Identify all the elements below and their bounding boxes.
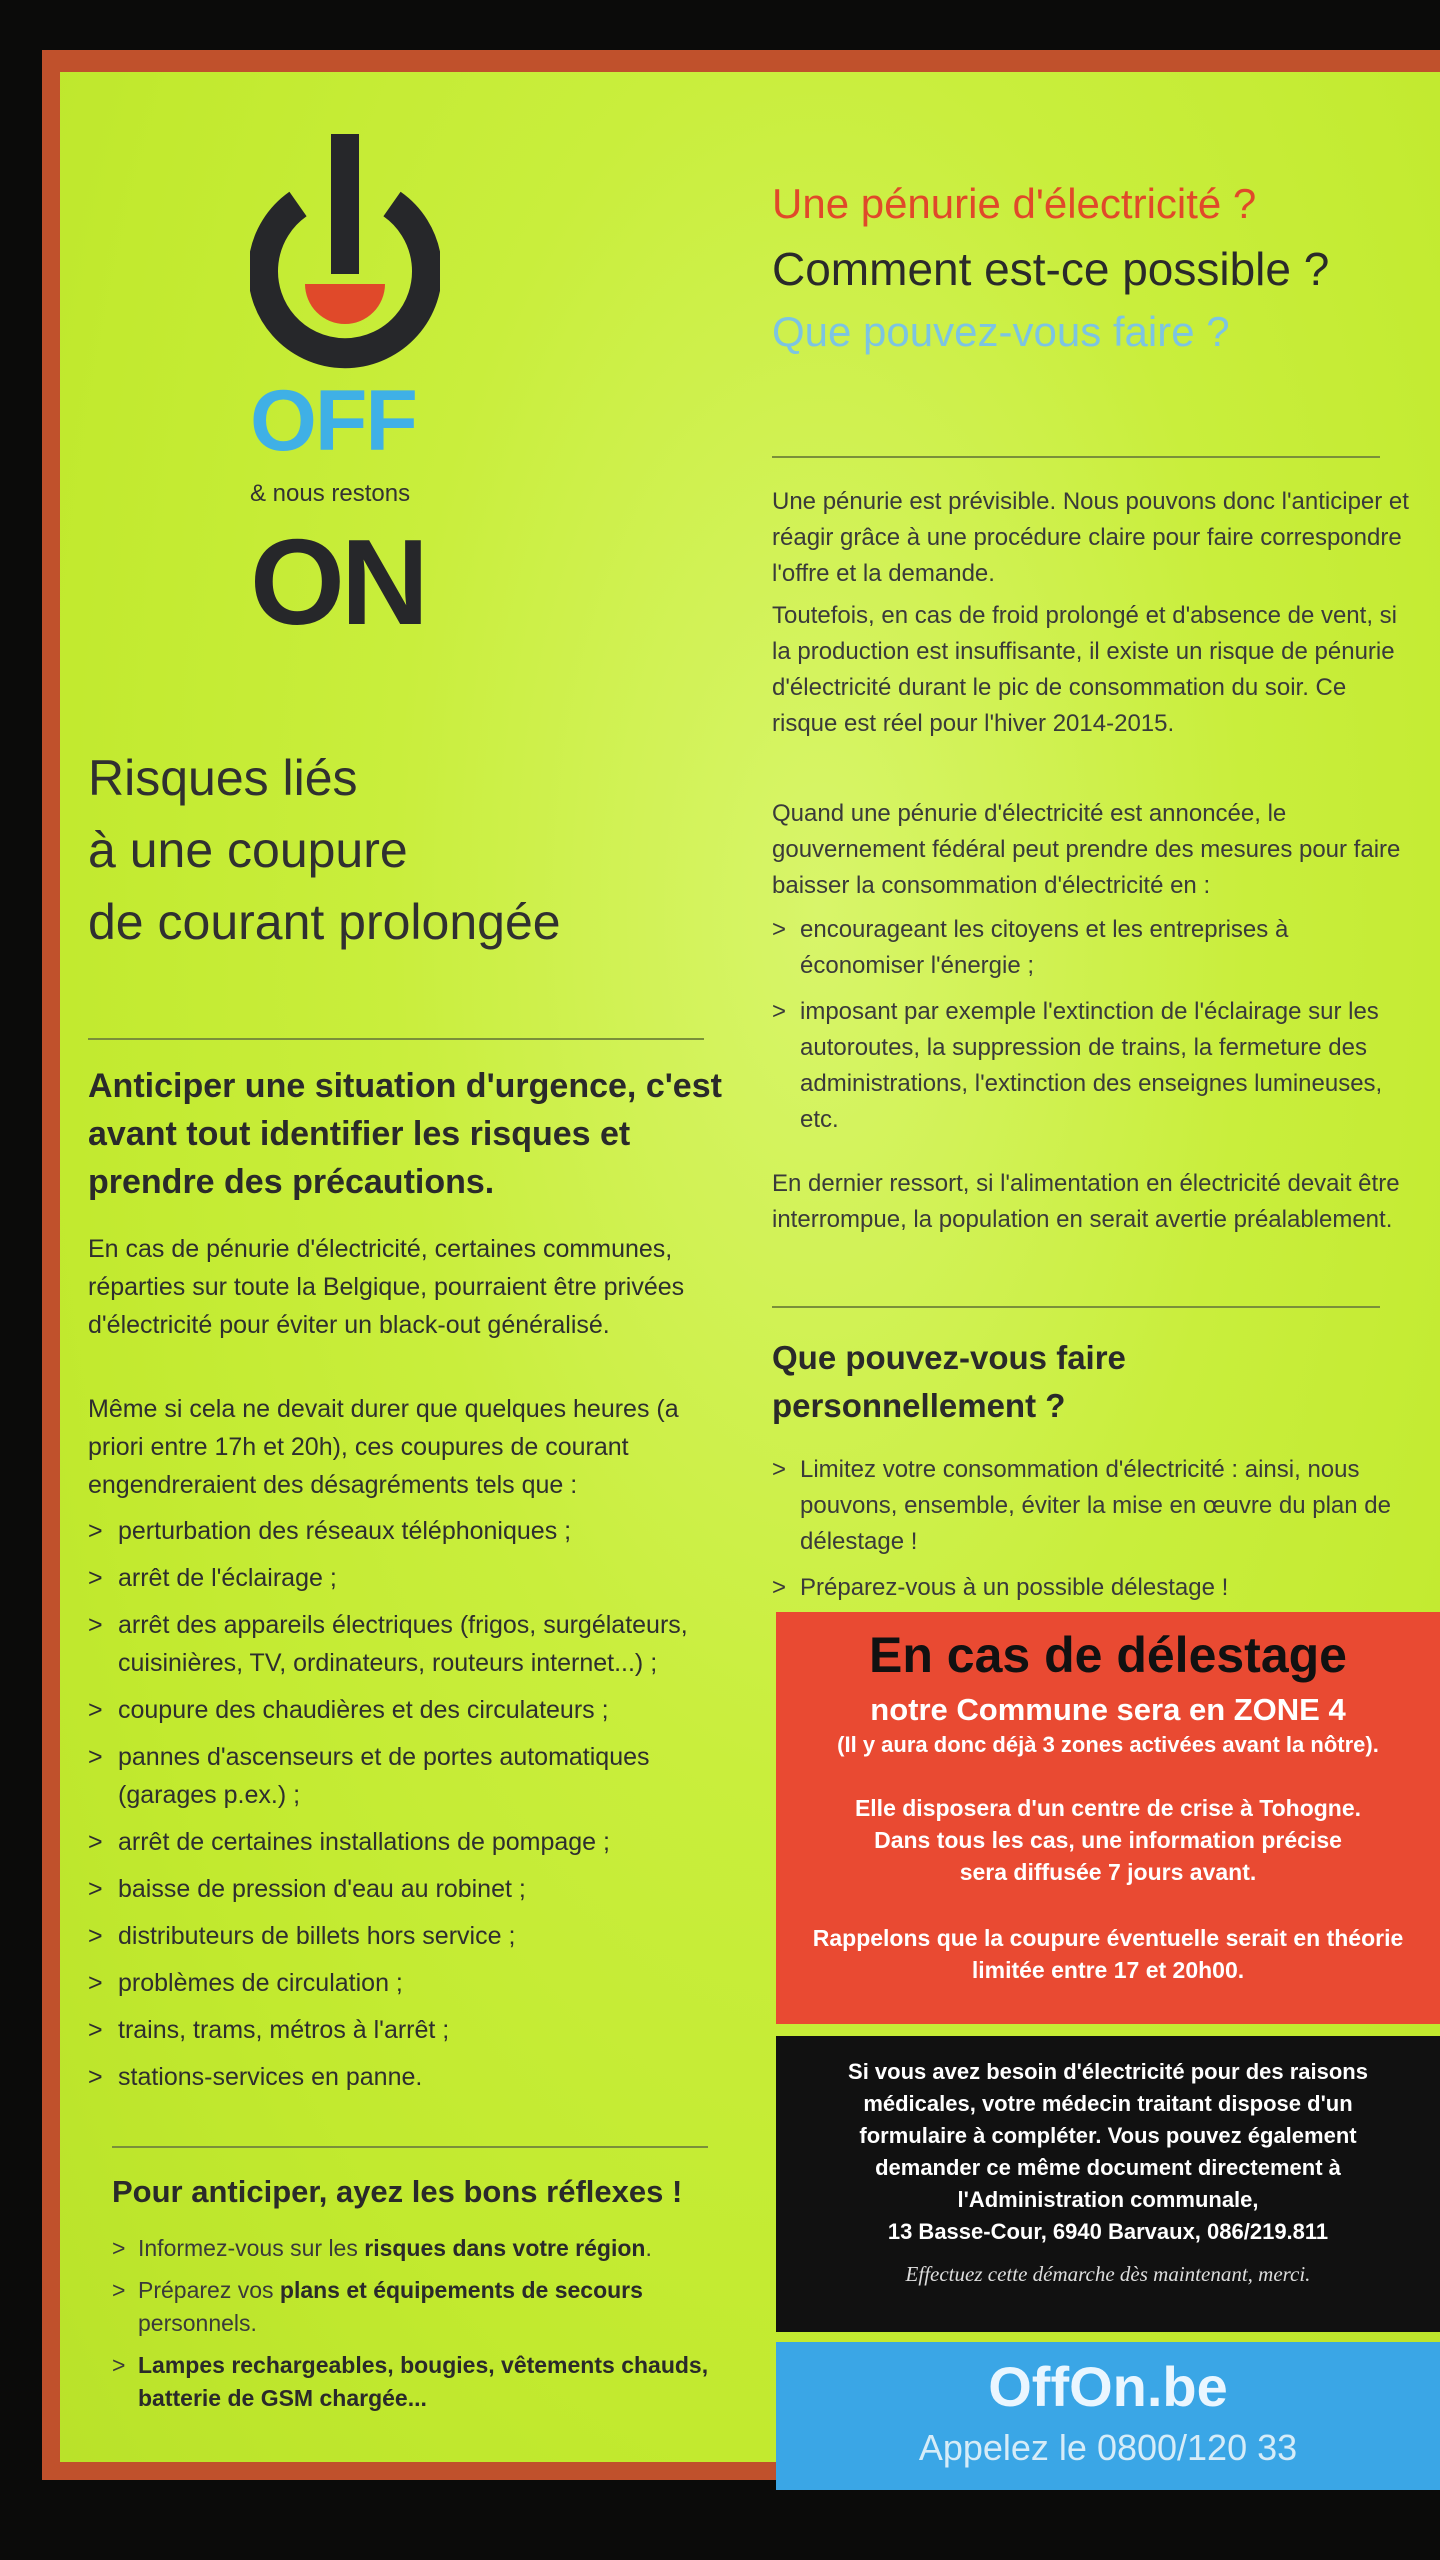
load-shedding-title: En cas de délestage	[868, 1627, 1347, 1683]
list-item	[112, 2274, 712, 2340]
question-1: Une pénurie d'électricité ?	[772, 180, 1257, 227]
anticipate-title-line: prendre des précautions.	[88, 1163, 495, 1201]
divider	[772, 456, 1380, 458]
medical-text	[776, 2036, 1440, 2248]
medical-note: Effectuez cette démarche dès maintenant, merci.	[905, 2262, 1311, 2286]
question-3: Que pouvez-vous faire ?	[772, 308, 1230, 355]
poster	[60, 72, 1440, 2468]
load-shedding-box	[776, 1612, 1440, 2024]
phone-number[interactable]: Appelez le 0800/120 33	[918, 2427, 1298, 2468]
left-paragraph-1: En cas de pénurie d'électricité, certaines communes, réparties sur toute la Belgique, pourraient être privées d'électricité pour éviter un black-out généralisé.	[88, 1235, 685, 1339]
crisis-line: Elle disposera d'un centre de crise à Tohogne.	[854, 1795, 1362, 1821]
personal-list	[772, 1452, 1412, 1616]
time-line: limitée entre 17 et 20h00.	[971, 1957, 1245, 1983]
list-item: > imposant par exemple l'extinction de l'éclairage sur les autoroutes, la suppression de trains, la fermeture des administrations, l'extinction des enseignes lumineuses, etc.	[772, 994, 1412, 1138]
crisis-line: Dans tous les cas, une information précise	[874, 1827, 1342, 1853]
crisis-line: sera diffusée 7 jours avant.	[959, 1859, 1257, 1885]
reflexes-list	[112, 2232, 712, 2424]
left-paragraph-2: Même si cela ne devait durer que quelques heures (a priori entre 17h et 20h), ces coupures de courant engendreraient des désagréments tels que :	[88, 1395, 679, 1499]
text: .	[645, 2235, 652, 2261]
text-bold: plans et équipements de secours	[279, 2277, 643, 2303]
risk-title-line: à une coupure	[88, 822, 408, 878]
medical-box	[776, 2036, 1440, 2332]
medical-line: formulaire à compléter. Vous pouvez également	[859, 2123, 1357, 2148]
divider	[772, 1306, 1380, 1308]
list-item: > problèmes de circulation ;	[88, 1964, 728, 2002]
list-item: > perturbation des réseaux téléphoniques ;	[88, 1512, 728, 1550]
list-item: > distributeurs de billets hors service ;	[88, 1917, 728, 1955]
list-item: > encourageant les citoyens et les entreprises à économiser l'énergie ;	[772, 912, 1412, 984]
divider	[88, 1038, 704, 1040]
list-item: > stations-services en panne.	[88, 2058, 728, 2096]
list-item: > arrêt de l'éclairage ;	[88, 1559, 728, 1597]
medical-line: médicales, votre médecin traitant dispose d'un	[863, 2091, 1353, 2116]
text-bold: Lampes rechargeables, bougies, vêtements chauds, batterie de GSM chargée...	[138, 2352, 709, 2411]
time-info	[776, 1922, 1440, 1986]
time-line: Rappelons que la coupure éventuelle serait en théorie	[812, 1925, 1404, 1951]
right-paragraph-4: En dernier ressort, si l'alimentation en électricité devait être interrompue, la population en serait avertie préalablement.	[772, 1170, 1400, 1233]
contact-box	[776, 2342, 1440, 2490]
logo-off: OFF	[250, 373, 416, 469]
text: Informez-vous sur les	[138, 2235, 365, 2261]
medical-line: l'Administration communale,	[957, 2187, 1259, 2212]
anticipate-title	[88, 1062, 728, 1206]
logo-subtitle: & nous restons	[250, 480, 411, 507]
list-item	[112, 2232, 712, 2265]
risk-title	[88, 742, 728, 958]
list-item: > pannes d'ascenseurs et de portes automatiques (garages p.ex.) ;	[88, 1738, 728, 1814]
personal-title-line: personnellement ?	[772, 1387, 1066, 1424]
medical-line: Si vous avez besoin d'électricité pour des raisons	[848, 2059, 1368, 2084]
text-bold: risques dans votre région	[364, 2235, 646, 2261]
crisis-info	[776, 1792, 1440, 1888]
list-item: > Limitez votre consommation d'électricité : ainsi, nous pouvons, ensemble, éviter la mise en œuvre du plan de délestage !	[772, 1452, 1412, 1560]
reflexes-title: Pour anticiper, ayez les bons réflexes !	[112, 2174, 683, 2209]
list-item: > baisse de pression d'eau au robinet ;	[88, 1870, 728, 1908]
question-2: Comment est-ce possible ?	[772, 243, 1330, 295]
zone-detail: (Il y aura donc déjà 3 zones activées avant la nôtre).	[837, 1732, 1379, 1757]
power-icon	[250, 134, 440, 374]
right-paragraph-1: Une pénurie est prévisible. Nous pouvons donc l'anticiper et réagir grâce à une procédure claire pour faire correspondre l'offre et la demande.	[772, 488, 1409, 587]
text: Préparez vos	[138, 2277, 280, 2303]
risk-title-line: Risques liés	[88, 750, 358, 806]
text: personnels.	[138, 2310, 257, 2336]
measures-list	[772, 912, 1412, 1148]
list-item	[112, 2349, 712, 2415]
right-paragraph-2: Toutefois, en cas de froid prolongé et d'absence de vent, si la production est insuffisante, il existe un risque de pénurie d'électricité durant le pic de consommation du soir. Ce risque est réel pour l'hiver 2014-2015.	[772, 602, 1397, 737]
list-item: > coupure des chaudières et des circulateurs ;	[88, 1691, 728, 1729]
medical-address: 13 Basse-Cour, 6940 Barvaux, 086/219.811	[887, 2219, 1329, 2244]
list-item: > Préparez-vous à un possible délestage !	[772, 1570, 1412, 1606]
list-item: > arrêt des appareils électriques (frigos, surgélateurs, cuisinières, TV, ordinateurs, routeurs internet...) ;	[88, 1606, 728, 1682]
zone-notice: notre Commune sera en ZONE 4	[870, 1692, 1346, 1727]
right-paragraph-3: Quand une pénurie d'électricité est annoncée, le gouvernement fédéral peut prendre des mesures pour faire baisser la consommation d'électricité en :	[772, 800, 1401, 899]
medical-line: demander ce même document directement à	[875, 2155, 1341, 2180]
anticipate-title-line: Anticiper une situation d'urgence, c'est	[88, 1067, 722, 1105]
logo-on: ON	[250, 514, 425, 650]
website-link[interactable]: OffOn.be	[988, 2355, 1228, 2418]
risk-list	[88, 1512, 728, 2105]
risk-title-line: de courant prolongée	[88, 894, 561, 950]
divider	[112, 2146, 708, 2148]
list-item: > arrêt de certaines installations de pompage ;	[88, 1823, 728, 1861]
personal-title	[772, 1334, 1372, 1430]
personal-title-line: Que pouvez-vous faire	[772, 1339, 1126, 1376]
anticipate-title-line: avant tout identifier les risques et	[88, 1115, 631, 1153]
list-item: > trains, trams, métros à l'arrêt ;	[88, 2011, 728, 2049]
